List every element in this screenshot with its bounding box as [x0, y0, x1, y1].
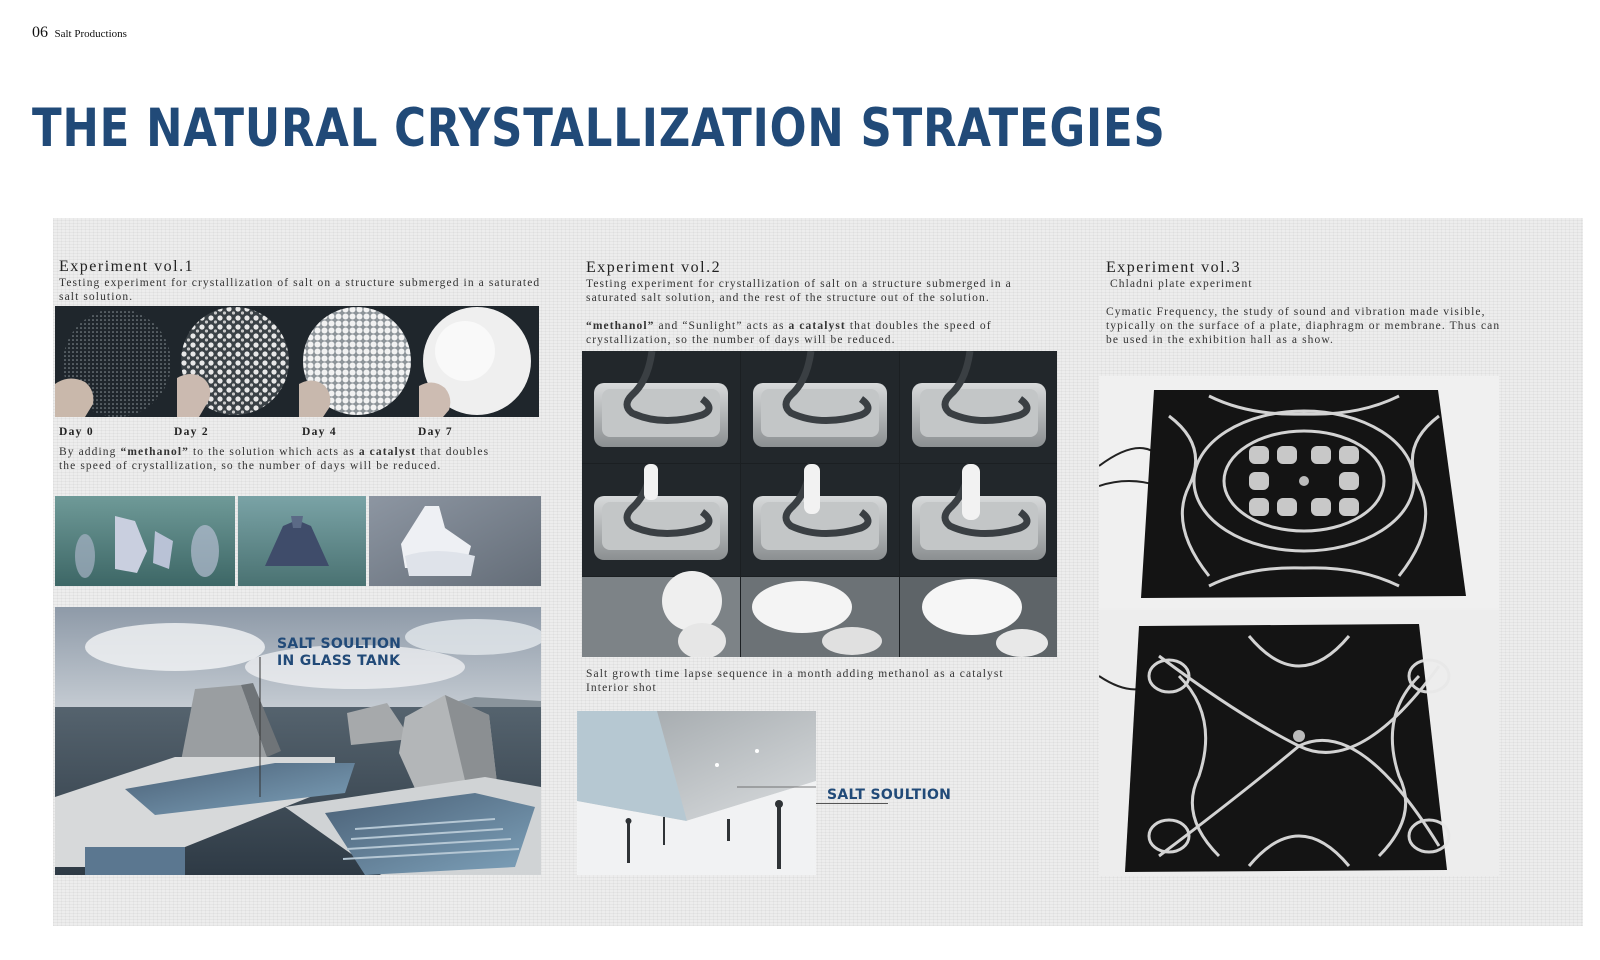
crystal-sequence-photo [55, 306, 539, 417]
timelapse-caption: Salt growth time lapse sequence in a month adding methanol as a catalyst Interior shot [586, 668, 1004, 694]
callout-leader-line [816, 803, 888, 804]
page-title: THE NATURAL CRYSTALLIZATION STRATEGIES [32, 98, 1166, 159]
content-board [53, 218, 1583, 926]
salt-growth-timelapse-grid [582, 351, 1057, 657]
highlight-methanol: “methanol” [586, 320, 655, 332]
interior-render [577, 711, 816, 875]
page-number: 06 [32, 24, 48, 41]
experiment2-title: Experiment vol.2 [586, 259, 722, 276]
highlight-catalyst: a catalyst [358, 446, 417, 458]
experiment3-subtitle: Chladni plate experiment [1110, 278, 1253, 290]
day-label: Day 4 [302, 426, 337, 438]
page-header [32, 24, 127, 42]
experiment3-description: Cymatic Frequency, the study of sound and vibration made visible, typically on the surface of a plate, diaphragm or membrane. Thus can be used in the exhibition hall as a show. [1106, 306, 1501, 346]
day-label: Day 0 [59, 426, 94, 438]
experiment1-note: By adding “methanol” to the solution which acts as a catalyst that doubles the speed of crystallization, so the number of days will be reduced. [59, 446, 490, 472]
glass-tank-callout: SALT SOULTION IN GLASS TANK [277, 636, 402, 669]
highlight-methanol: “methanol” [120, 446, 189, 458]
dress-crystallization-photos [55, 496, 541, 586]
interior-callout: SALT SOULTION [827, 787, 952, 803]
experiment2-description: Testing experiment for crystallization of salt on a structure submerged in a saturated salt solution, and the rest of the structure out of the solution. [586, 278, 1012, 304]
experiment1-description: Testing experiment for crystallization of salt on a structure submerged in a saturated salt solution. [59, 277, 541, 303]
experiment2-note: “methanol” and “Sunlight” acts as a catalyst that doubles the speed of crystallization, so the number of days will be reduced. [586, 320, 992, 346]
day-label: Day 2 [174, 426, 209, 438]
chladni-plate-photos [1099, 376, 1499, 876]
experiment3-title: Experiment vol.3 [1106, 259, 1242, 276]
section-name: Salt Productions [54, 28, 127, 40]
highlight-catalyst: a catalyst [788, 320, 846, 332]
day-label: Day 7 [418, 426, 453, 438]
experiment1-title: Experiment vol.1 [59, 258, 195, 275]
